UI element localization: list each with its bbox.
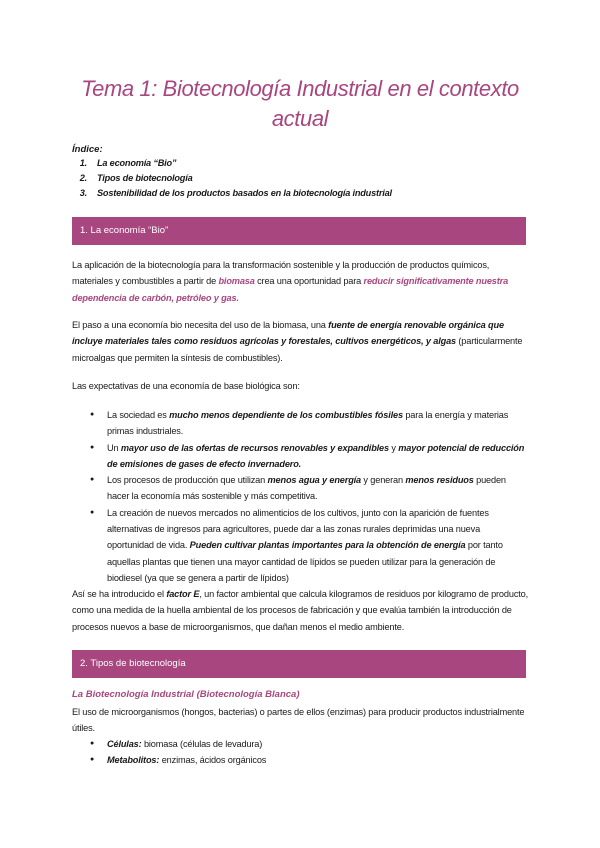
index-list xyxy=(72,156,392,201)
section-1-paragraph-3: Las expectativas de una economía de base biológica son: xyxy=(72,381,300,391)
biotech-list xyxy=(72,736,527,769)
section-1-paragraph-2: El paso a una economía bio necesita del uso de la biomasa, una fuente de energía renovable orgánica que incluye materiales tales como residuos agrícolas y forestales, cultivos energéticos, y algas (particularmente microalgas que permiten la síntesis de combustibles). xyxy=(72,320,523,363)
expectations-list xyxy=(72,407,527,586)
section-1-header: 1. La economía “Bio” xyxy=(72,217,526,245)
section-2-subtitle: La Biotecnología Industrial (Biotecnología Blanca) xyxy=(72,689,300,700)
index-item xyxy=(72,186,392,201)
index-item-text: Sostenibilidad de los productos basados en la biotecnología industrial xyxy=(97,188,392,198)
index-number: 3. xyxy=(79,188,87,198)
list-item: ● Los procesos de producción que utilizan menos agua y energía y generan menos residuos pueden hacer la economía más sostenible y más competitiva. xyxy=(72,472,527,505)
index-item xyxy=(72,171,392,186)
section-2-paragraph-1: El uso de microorganismos (hongos, bacterias) o partes de ellos (enzimas) para producir productos industrialmente útiles. xyxy=(72,707,525,734)
bullet-icon: ● xyxy=(90,411,95,418)
bullet-icon: ● xyxy=(90,443,95,451)
section-1-paragraph-1: La aplicación de la biotecnología para la transformación sostenible y la producción de productos químicos, materiales y combustibles a partir de biomasa crea una oportunidad para reducir significativamente nuestra dependencia de carbón, petróleo y gas. xyxy=(72,260,509,303)
index-heading: Índice: xyxy=(72,144,103,155)
section-2-header: 2. Tipos de biotecnología xyxy=(72,650,526,678)
bullet-icon: ● xyxy=(90,508,95,516)
list-item: ● La sociedad es mucho menos dependiente de los combustibles fósiles para la energía y materias primas industriales. xyxy=(72,407,527,440)
index-number: 1. xyxy=(79,158,87,168)
index-number: 2. xyxy=(79,173,87,183)
list-item: ● Metabolitos: enzimas, ácidos orgánicos xyxy=(72,752,527,768)
list-item: ● La creación de nuevos mercados no alimenticios de los cultivos, junto con la aparición de fuentes alternativas de ingresos para agricultores, puede dar a las zonas rurales deprimidas una nueva oportunidad de vida. Pueden cultivar plantas importantes para la obtención de energía por tanto aquellas plantas que tienen una mayor cantidad de lípidos se pueden utilizar para la generación de biodiesel (ya que se genera a partir de lípidos) xyxy=(72,505,527,586)
list-item: ● Un mayor uso de las ofertas de recursos renovables y expandibles y mayor potencial de reducción de emisiones de gases de efecto invernadero. xyxy=(72,440,527,473)
bullet-icon: ● xyxy=(90,476,95,484)
bullet-icon: ● xyxy=(90,756,95,764)
bullet-icon: ● xyxy=(90,740,95,747)
page-title: Tema 1: Biotecnología Industrial en el contexto actual xyxy=(81,76,519,131)
section-1-paragraph-4: Así se ha introducido el factor E, un factor ambiental que calcula kilogramos de residuos por kilogramo de producto, como una medida de la huella ambiental de los procesos de fabricación y que evalúa también la introducción de procesos nuevos a base de microorganismos, que dañan menos el medio ambiente. xyxy=(72,589,529,632)
index-item xyxy=(72,156,392,171)
index-item-text: La economía “Bio” xyxy=(97,158,177,168)
list-item: ● Células: biomasa (células de levadura) xyxy=(72,736,527,752)
index-item-text: Tipos de biotecnología xyxy=(97,173,193,183)
